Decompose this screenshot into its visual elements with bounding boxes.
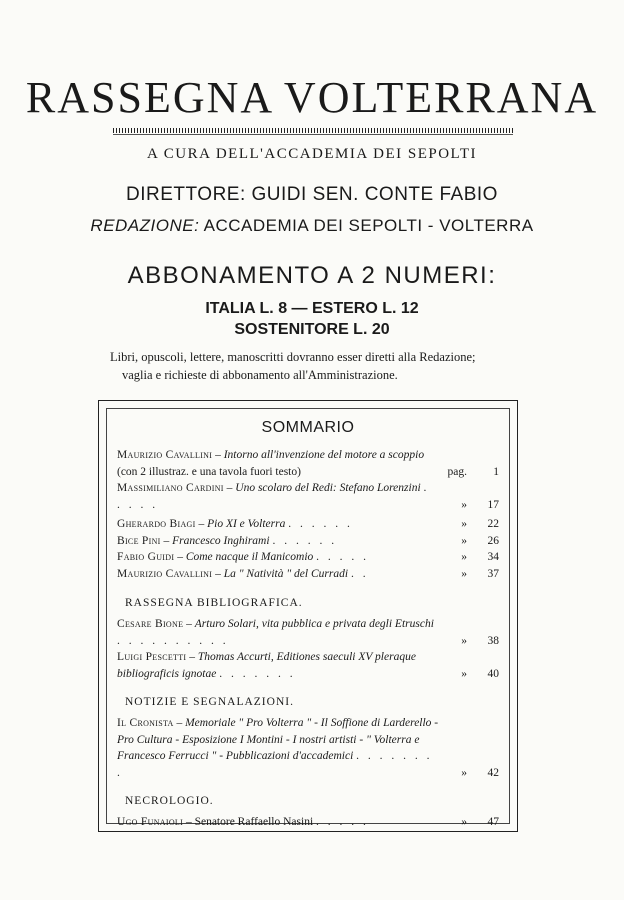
summary-entry: Maurizio Cavallini – La " Natività " del Curradi . . » 37	[117, 566, 499, 583]
page-ditto: »	[461, 634, 467, 647]
curator-line: A CURA DELL'ACCADEMIA DEI SEPOLTI	[147, 146, 477, 162]
entry-title: Come nacque il Manicomio	[185, 551, 314, 563]
entry-extra: (con 2 illustraz. e una tavola fuori testo)	[117, 465, 301, 478]
redazione-value: ACCADEMIA DEI SEPOLTI - VOLTERRA	[203, 216, 534, 235]
page-ditto: »	[461, 816, 467, 828]
section-heading-biblio: RASSEGNA BIBLIOGRAFICA.	[125, 597, 303, 609]
summary-entry: Ugo Funaioli – Senatore Raffaello Nasini . . . . . » 47	[117, 814, 499, 831]
page-ditto: »	[461, 766, 467, 779]
entry-author: Il Cronista	[117, 717, 174, 729]
entry-author: Bice Pini	[117, 534, 161, 547]
entry-author: Maurizio Cavallini	[117, 567, 213, 580]
page-number: 40	[487, 667, 499, 680]
subscription-prices: ITALIA L. 8 — ESTERO L. 12	[205, 300, 419, 317]
summary-entry: Gherardo Biagi – Pio XI e Volterra . . . . . . » 22	[117, 516, 499, 533]
subscription-heading: ABBONAMENTO A 2 NUMERI:	[127, 262, 497, 289]
page-number: 17	[487, 498, 499, 511]
page-ditto: »	[461, 667, 467, 680]
page-ditto: »	[461, 498, 467, 511]
entry-title: La " Natività " del Curradi	[223, 567, 349, 580]
summary-entries	[117, 447, 499, 831]
director-line: DIRETTORE: GUIDI SEN. CONTE FABIO	[126, 184, 498, 205]
entry-author: Massimiliano Cardini	[117, 482, 224, 494]
entry-author: Ugo Funaioli	[117, 816, 184, 828]
entry-title: Memoriale " Pro Volterra " - Il Soffione di Larderello - Pro Cultura - Esposizione I Montini - I nostri artisti - " Volterra e Francesco Ferrucci " - Pubblicazioni d'accademici	[117, 717, 439, 762]
note-line-2: vaglia e richieste di abbonamento all'Amministrazione.	[122, 368, 398, 382]
page-ditto: »	[461, 567, 467, 580]
page-number: 22	[487, 518, 499, 530]
page-number: 42	[487, 766, 499, 779]
summary-entry: Massimiliano Cardini – Uno scolaro del Redi: Stefano Lorenzini . . . . . » 17	[117, 480, 499, 513]
page-number: 38	[487, 634, 499, 647]
entry-author: Luigi Pescetti	[117, 651, 187, 663]
subscription-sostenitore: SOSTENITORE L. 20	[234, 321, 390, 338]
summary-title: SOMMARIO	[261, 419, 355, 436]
section-heading-notizie: NOTIZIE E SEGNALAZIONI.	[125, 696, 294, 708]
summary-inner-frame	[106, 408, 510, 828]
subscription-note	[110, 348, 530, 384]
page-number: 34	[487, 551, 499, 563]
title-rule	[113, 128, 513, 133]
summary-entry: Cesare Bione – Arturo Solari, vita pubblica e privata degli Etruschi . . . . . . . . . . » 38	[117, 616, 499, 649]
entry-title: Francesco Inghirami	[172, 534, 270, 547]
summary-entry: Bice Pini – Francesco Inghirami . . . . . . » 26	[117, 533, 499, 550]
entry-author: Gherardo Biagi	[117, 518, 196, 530]
page-number: 37	[487, 567, 499, 580]
title-rule-line	[113, 134, 513, 135]
page-number: 1	[493, 465, 499, 478]
entry-title: Senatore Raffaello Nasini	[194, 816, 314, 828]
summary-entry: Fabio Guidi – Come nacque il Manicomio . . . . . » 34	[117, 549, 499, 566]
entry-author: Maurizio Cavallini	[117, 449, 213, 461]
summary-entry: Luigi Pescetti – Thomas Accurti, Editiones saeculi XV pleraque bibliograficis ignotae . . . . . . . » 40	[117, 649, 499, 682]
entry-author: Fabio Guidi	[117, 551, 175, 563]
summary-entry: Maurizio Cavallini – Intorno all'invenzione del motore a scoppio (con 2 illustraz. e una tavola fuori testo) pag. 1	[117, 447, 499, 480]
entry-title: Intorno all'invenzione del motore a scoppio	[223, 449, 425, 461]
redazione-line	[0, 216, 624, 236]
summary-box	[98, 400, 518, 832]
page-label: pag.	[447, 465, 467, 478]
page-number: 26	[487, 534, 499, 547]
note-line-1: Libri, opuscoli, lettere, manoscritti dovranno esser diretti alla Redazione;	[110, 350, 476, 364]
entry-title: Arturo Solari, vita pubblica e privata degli Etruschi	[194, 618, 434, 630]
entry-title: Thomas Accurti, Editiones saeculi XV pleraque bibliograficis ignotae	[117, 651, 416, 680]
page-ditto: »	[461, 534, 467, 547]
redazione-label: REDAZIONE:	[90, 216, 200, 235]
entry-author: Cesare Bione	[117, 618, 184, 630]
entry-title: Pio XI e Volterra	[207, 518, 286, 530]
journal-title: RASSEGNA VOLTERRANA	[25, 73, 599, 122]
page-number: 47	[487, 816, 499, 828]
summary-entry: Il Cronista – Memoriale " Pro Volterra " - Il Soffione di Larderello - Pro Cultura - Esposizione I Montini - I nostri artisti - " Volterra e Francesco Ferrucci " - Pubblicazioni d'accademici . . . . . . . . » 42	[117, 715, 499, 781]
page-ditto: »	[461, 518, 467, 530]
page-ditto: »	[461, 551, 467, 563]
entry-title: Uno scolaro del Redi: Stefano Lorenzini	[235, 482, 421, 494]
section-heading-necrologio: NECROLOGIO.	[125, 795, 214, 807]
